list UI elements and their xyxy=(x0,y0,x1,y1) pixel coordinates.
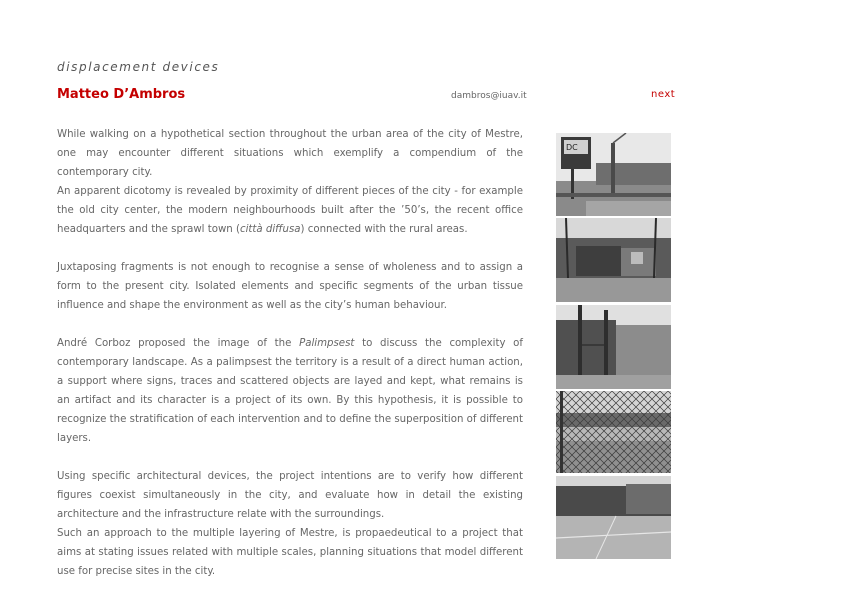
photo-gate-trees xyxy=(556,218,671,302)
photo-chainlink-fence xyxy=(556,391,671,473)
body-text xyxy=(57,125,523,581)
paragraph-4b: Such an approach to the multiple layering of Mestre, is propaedeutical to a project that aims at stating issues related with multiple scales, planning situations that model different use for precise sites in the city. xyxy=(57,528,523,577)
paragraph-4a: Using specific architectural devices, the project intentions are to verify how different figures coexist simultaneously in the city, and evaluate how in detail the existing architecture and the infrastructure relate with the surroundings. xyxy=(57,471,523,520)
billboard-sign-text: DC xyxy=(566,143,578,152)
paragraph-2: Juxtaposing fragments is not enough to recognise a sense of wholeness and to assign a form to the present city. Isolated elements and specific segments of the urban tissue influence and shape the environment as well as the city’s human behaviour. xyxy=(57,262,523,311)
author-name: Matteo D’Ambros xyxy=(57,87,186,102)
photo-court-wall xyxy=(556,476,671,559)
paragraph-1a: While walking on a hypothetical section throughout the urban area of the city of Mestre, one may encounter different situations which exemplify a compendium of the contemporary city. xyxy=(57,129,523,178)
paragraph-3-text: André Corboz proposed the image of the xyxy=(57,338,300,349)
paragraph-1b-text: An apparent dicotomy is revealed by proximity of different pieces of the city - for example the old city center, the modern neighbourhoods built after the ’50’s, the recent office headquarters and the sprawl town ( xyxy=(57,186,523,235)
photo-billboard xyxy=(556,133,671,216)
page-subtitle: displacement devices xyxy=(57,60,220,74)
photo-fence-gate xyxy=(556,305,671,389)
palimpsest-term: Palimpsest xyxy=(299,338,355,349)
paragraph-1b-end: ) connected with the rural areas. xyxy=(300,224,468,235)
citta-diffusa-term: città diffusa xyxy=(239,224,301,235)
paragraph-3-end: to discuss the complexity of contemporary landscape. As a palimpsest the territory is a result of a direct human action, a support where signs, traces and scattered objects are layed and kept, what remains is an artifact and its character is a project of its own. By this hypothesis, it is possible to recognize the stratification of each intervention and to define the superposition of different layers. xyxy=(57,338,523,444)
author-email[interactable]: dambros@iuav.it xyxy=(451,91,527,101)
next-link[interactable]: next xyxy=(651,89,676,100)
paragraph-1b xyxy=(57,182,523,239)
paragraph-3 xyxy=(57,334,523,448)
